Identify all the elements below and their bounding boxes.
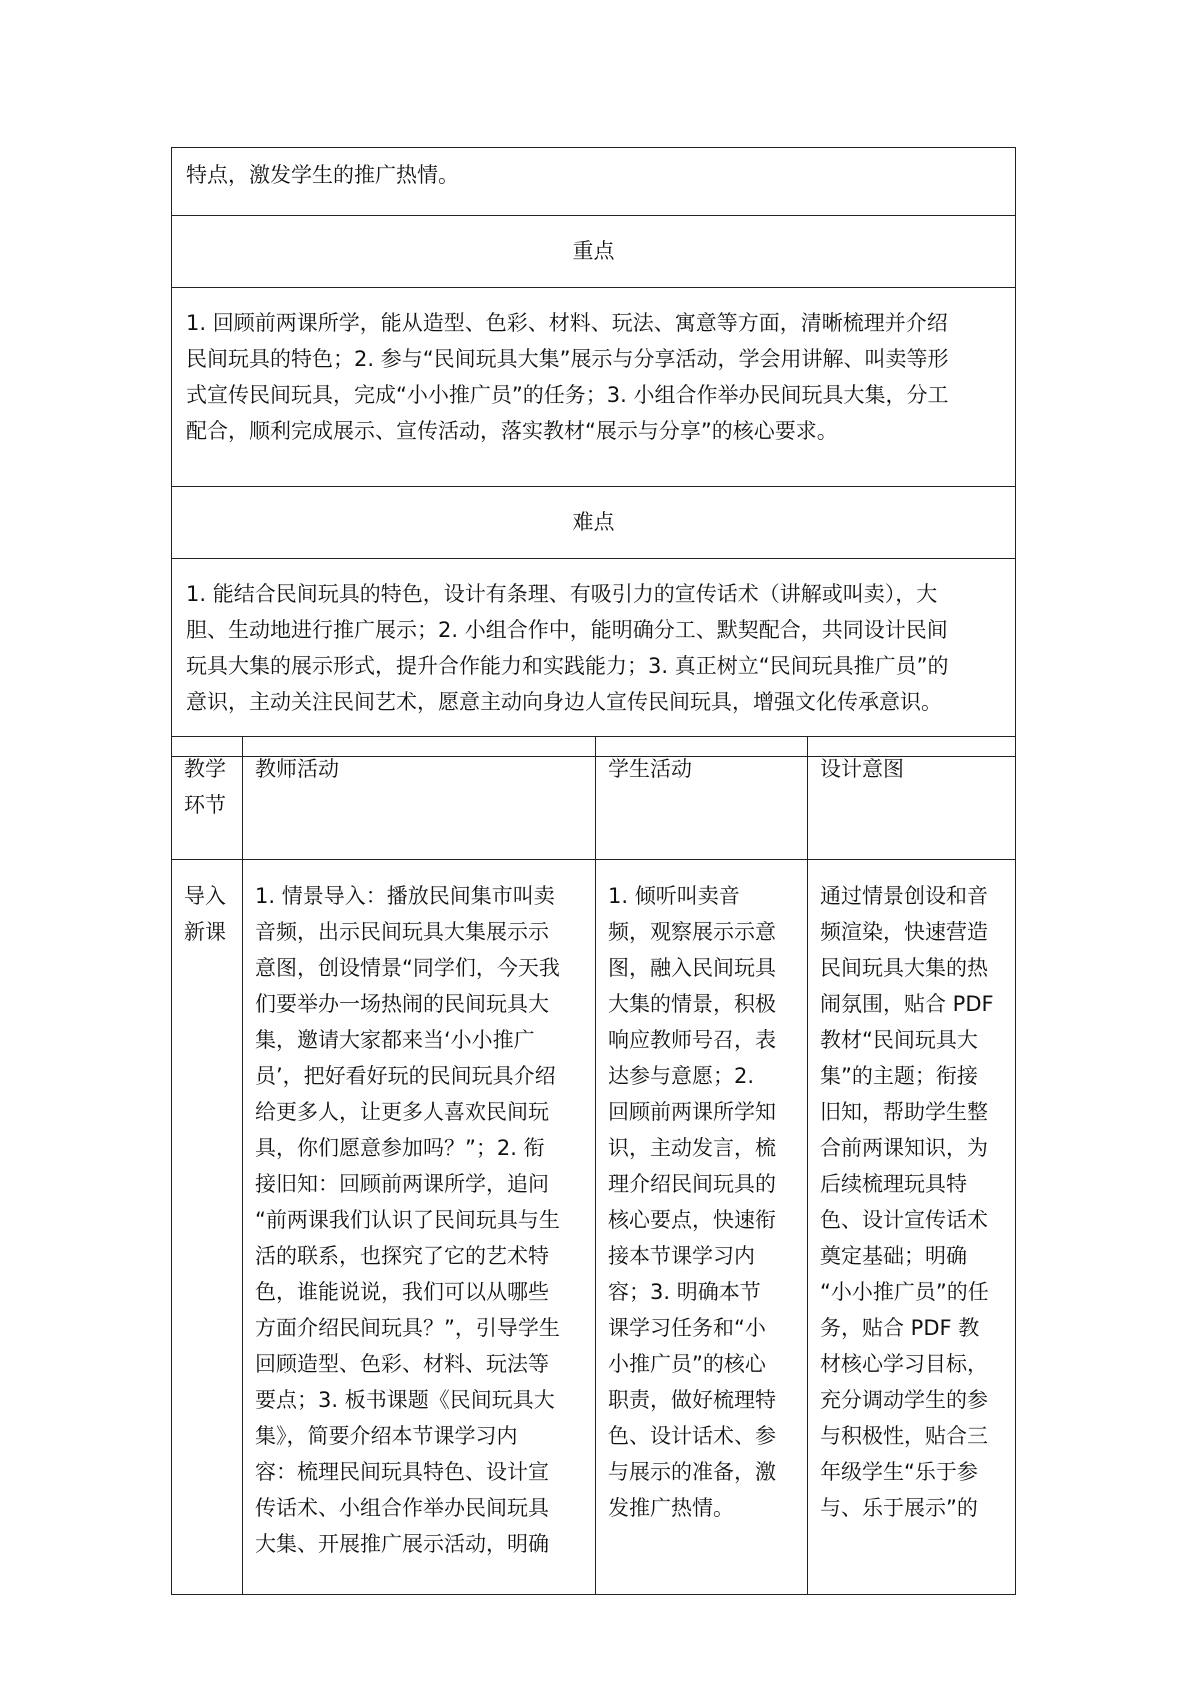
header-stage: [172, 737, 243, 860]
key-points-heading-cell: [172, 216, 1016, 288]
teacher-activity-text: 1. 情景导入：播放民间集市叫卖 音频，出示民间玩具大集展示示 意图，创设情景“同学们，今天我 们要举办一场热闹的民间玩具大 集，邀请大家都来当‘小小推广 员’，把好看好玩的民间玩具介绍 给更多人，让更多人喜欢民间玩 具，你们愿意参加吗？”；2. 衔 接旧知：回顾前两课所学，追问 “前两课我们认识了民间玩具与生 活的联系，也探究了它的艺术特 色，谁能说说，我们可以从哪些 方面介绍民间玩具？”，引导学生 回顾造型、色彩、材料、玩法等 要点；3. 板书课题《民间玩具大 集》，简要介绍本节课学习内 容：梳理民间玩具特色、设计宣 传话术、小组合作举办民间玩具 大集、开展推广展示活动，明确: [255, 884, 560, 1556]
header-student: [596, 737, 808, 860]
objectives-table: [171, 147, 1016, 757]
student-activity-cell: [596, 860, 808, 1595]
key-points-cell: [172, 288, 1016, 487]
table-header-row: [172, 737, 1016, 860]
header-student-text: 学生活动: [608, 757, 692, 781]
difficult-points-heading: 难点: [572, 510, 615, 534]
stage-cell: [172, 860, 243, 1595]
teaching-process-table: [171, 736, 1016, 1595]
header-teacher-text: 教师活动: [255, 757, 339, 781]
design-intent-cell: [808, 860, 1016, 1595]
header-design-text: 设计意图: [820, 757, 904, 781]
objective-continuation-text: 特点，激发学生的推广热情。: [186, 163, 459, 187]
table-row: [172, 860, 1016, 1595]
key-points-heading: 重点: [572, 239, 615, 263]
difficult-points-text: 1. 能结合民间玩具的特色，设计有条理、有吸引力的宣传话术（讲解或叫卖），大 胆、生动地进行推广展示；2. 小组合作中，能明确分工、默契配合，共同设计民间 玩具大集的展示形式，提升合作能力和实践能力；3. 真正树立“民间玩具推广员”的 意识，主动关注民间艺术，愿意主动向身边人宣传民间玩具，增强文化传承意识。: [186, 582, 949, 714]
objective-continuation-cell: [172, 148, 1016, 216]
design-intent-text: 通过情景创设和音 频渲染，快速营造 民间玩具大集的热 闹氛围，贴合 PDF 教材“民间玩具大 集”的主题；衔接 旧知，帮助学生整 合前两课知识，为 后续梳理玩具特 色、设计宣传话术 奠定基础；明确 “小小推广员”的任 务，贴合 PDF 教 材核心学习目标， 充分调动学生的参 与积极性，贴合三 年级学生“乐于参 与、乐于展示”的: [820, 884, 994, 1520]
difficult-points-cell: [172, 559, 1016, 757]
key-points-text: 1. 回顾前两课所学，能从造型、色彩、材料、玩法、寓意等方面，清晰梳理并介绍 民间玩具的特色；2. 参与“民间玩具大集”展示与分享活动，学会用讲解、叫卖等形 式宣传民间玩具，完成“小小推广员”的任务；3. 小组合作举办民间玩具大集，分工 配合，顺利完成展示、宣传活动，落实教材“展示与分享”的核心要求。: [186, 311, 949, 443]
stage-text: 导入 新课: [184, 884, 226, 944]
header-stage-text: 教学 环节: [184, 757, 226, 817]
student-activity-text: 1. 倾听叫卖音 频，观察展示示意 图，融入民间玩具 大集的情景，积极 响应教师号召，表 达参与意愿；2. 回顾前两课所学知 识，主动发言，梳 理介绍民间玩具的 核心要点，快速衔 接本节课学习内 容；3. 明确本节 课学习任务和“小 小推广员”的核心 职责，做好梳理特 色、设计话术、参 与展示的准备，激 发推广热情。: [608, 884, 776, 1520]
difficult-points-heading-cell: [172, 487, 1016, 559]
header-design: [808, 737, 1016, 860]
teacher-activity-cell: [243, 860, 596, 1595]
header-teacher: [243, 737, 596, 860]
